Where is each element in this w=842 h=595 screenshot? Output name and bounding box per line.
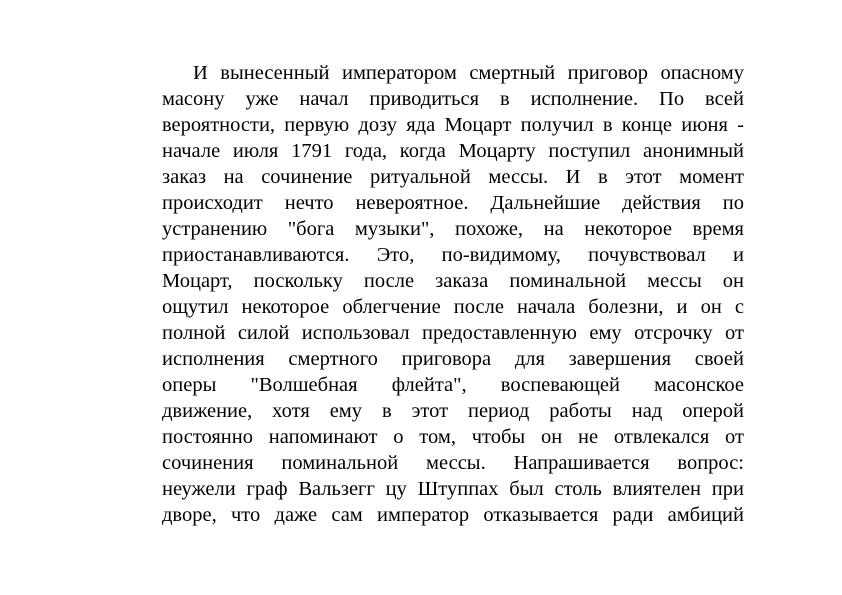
paragraph-line: заказ на сочинение ритуальной мессы. И в этот момент xyxy=(162,166,744,188)
paragraph-line: происходит нечто невероятное. Дальнейшие действия по xyxy=(162,192,744,214)
paragraph-line: неужели граф Вальзегг цу Штуппах был столь влиятелен при xyxy=(162,478,744,500)
paragraph-line: начале июля 1791 года, когда Моцарту поступил анонимный xyxy=(162,140,744,162)
paragraph-line: И вынесенный императором смертный приговор опасному xyxy=(193,62,744,84)
paragraph-line: полной силой использовал предоставленную ему отсрочку от xyxy=(162,322,744,344)
paragraph-line: масону уже начал приводиться в исполнение. По всей xyxy=(162,88,744,110)
paragraph-line: ощутил некоторое облегчение после начала болезни, и он с xyxy=(162,296,744,318)
paragraph-line: дворе, что даже сам император отказывается ради амбиций xyxy=(162,504,744,526)
paragraph-line: сочинения поминальной мессы. Напрашивается вопрос: xyxy=(162,452,744,474)
paragraph-line: вероятности, первую дозу яда Моцарт получил в конце июня - xyxy=(162,114,744,136)
paragraph-line: движение, хотя ему в этот период работы над оперой xyxy=(162,400,744,422)
paragraph xyxy=(162,60,744,528)
paragraph-line: постоянно напоминают о том, чтобы он не отвлекался от xyxy=(162,426,744,448)
paragraph-line: устранению "бога музыки", похоже, на некоторое время xyxy=(162,218,744,240)
paragraph-line: Моцарт, поскольку после заказа поминальной мессы он xyxy=(162,270,744,292)
paragraph-line: исполнения смертного приговора для завершения своей xyxy=(162,348,744,370)
paragraph-line: оперы "Волшебная флейта", воспевающей масонское xyxy=(162,374,744,396)
paragraph-line: приостанавливаются. Это, по-видимому, почувствовал и xyxy=(162,244,744,266)
